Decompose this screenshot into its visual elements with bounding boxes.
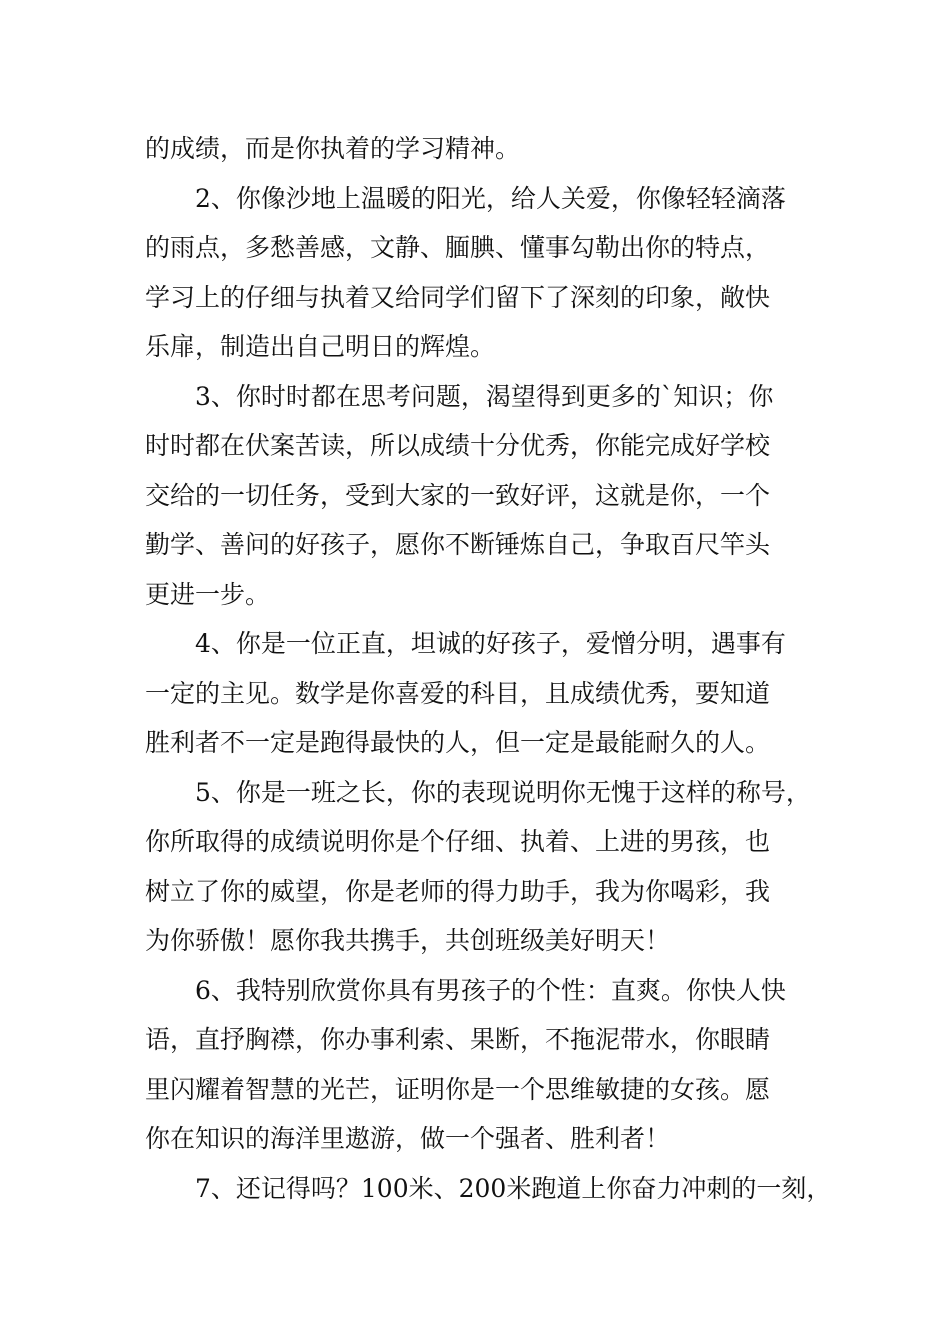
- text-line: 语，直抒胸襟，你办事利索、果断，不拖泥带水，你眼睛: [145, 1025, 771, 1054]
- text-line: 为你骄傲！愿你我共携手，共创班级美好明天！: [145, 926, 671, 955]
- text-line: 勤学、善问的好孩子，愿你不断锤炼自己，争取百尺竿头: [145, 530, 771, 559]
- text-line: 3、你时时都在思考问题，渴望得到更多的`知识；你: [195, 381, 774, 411]
- paragraph-5: [145, 768, 825, 966]
- text-line: 更进一步。: [145, 579, 271, 609]
- document-body: [145, 124, 832, 1213]
- text-line: 6、我特别欣赏你具有男孩子的个性：直爽。你快人快: [195, 975, 786, 1005]
- text-line: 树立了你的威望，你是老师的得力助手，我为你喝彩，我: [145, 876, 771, 906]
- paragraph-3: [145, 372, 825, 620]
- text-line: 胜利者不一定是跑得最快的人，但一定是最能耐久的人。: [145, 728, 771, 757]
- text-line: 你所取得的成绩说明你是个仔细、执着、上进的男孩，也: [145, 827, 771, 856]
- text-line: 7、还记得吗？100米、200米跑道上你奋力冲刺的一刻，: [195, 1173, 832, 1203]
- text-line: 乐扉，制造出自己明日的辉煌。: [145, 332, 496, 361]
- paragraph-4: [145, 619, 825, 768]
- paragraph-continuation: [145, 124, 825, 174]
- text-line: 5、你是一班之长，你的表现说明你无愧于这样的称号，: [195, 777, 811, 807]
- text-line: 的成绩，而是你执着的学习精神。: [145, 134, 521, 163]
- text-line: 你在知识的海洋里遨游，做一个强者、胜利者！: [145, 1124, 671, 1153]
- paragraph-2: [145, 174, 825, 372]
- text-line: 交给的一切任务，受到大家的一致好评，这就是你，一个: [145, 480, 771, 510]
- text-line: 的雨点，多愁善感，文静、腼腆、懂事勾勒出你的特点，: [145, 233, 771, 262]
- text-line: 时时都在伏案苦读，所以成绩十分优秀，你能完成好学校: [145, 431, 771, 460]
- text-line: 学习上的仔细与执着又给同学们留下了深刻的印象，敞快: [145, 282, 771, 312]
- text-line: 一定的主见。数学是你喜爱的科目，且成绩优秀，要知道: [145, 678, 771, 708]
- paragraph-6: [145, 966, 825, 1164]
- text-line: 4、你是一位正直，坦诚的好孩子，爱憎分明，遇事有: [195, 629, 786, 658]
- text-line: 里闪耀着智慧的光芒，证明你是一个思维敏捷的女孩。愿: [145, 1074, 771, 1104]
- paragraph-7: [145, 1164, 832, 1214]
- text-line: 2、你像沙地上温暖的阳光，给人关爱，你像轻轻滴落: [195, 183, 786, 213]
